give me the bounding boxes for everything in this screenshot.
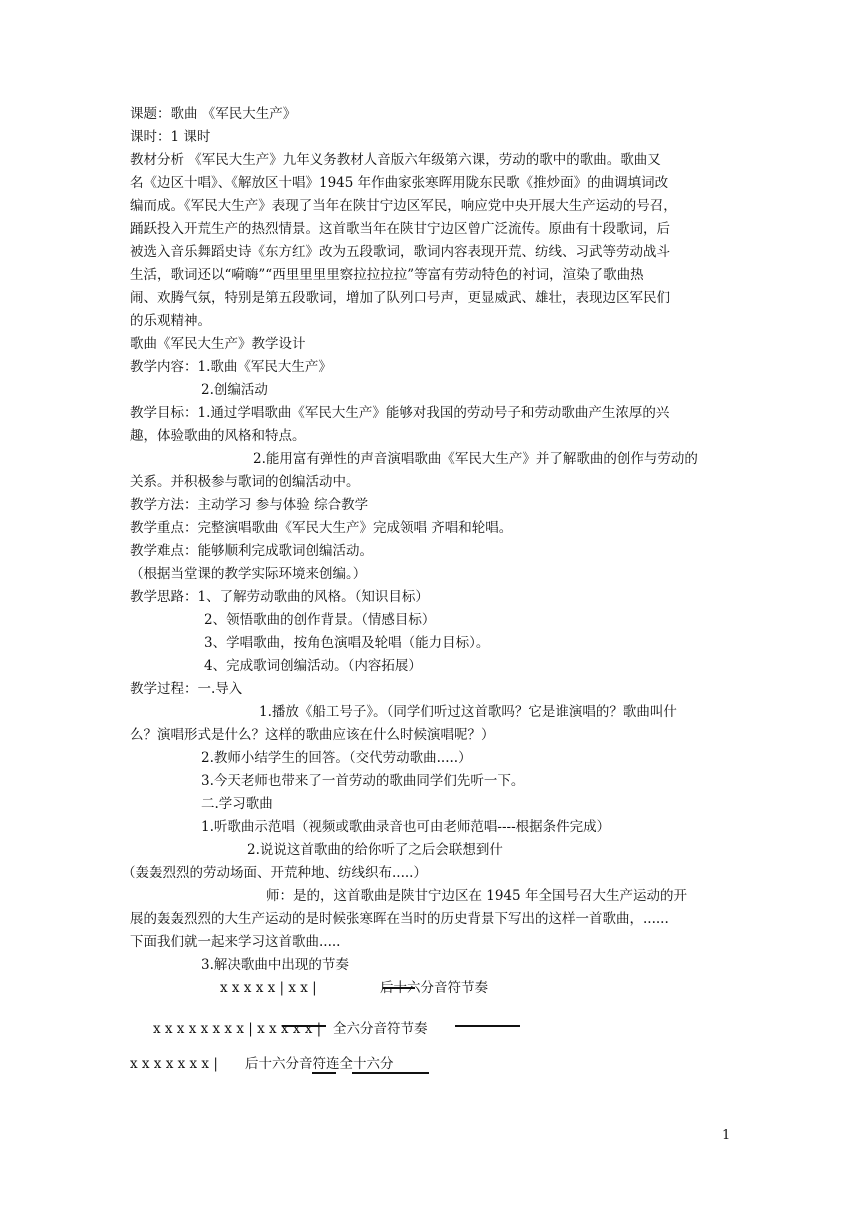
text-line: 2.教师小结学生的回答。（交代劳动歌曲.....） [201, 750, 472, 766]
text-line: 么？演唱形式是什么？这样的歌曲应该在什么时候演唱呢？） [130, 727, 495, 743]
section-heading: 歌曲《军民大生产》教学设计 [130, 336, 306, 352]
rhythm-notes-3: x x x x x x x | [130, 1056, 218, 1072]
text-line: 关系。并积极参与歌词的创编活动中。 [130, 474, 360, 490]
text-line: 教学目标：1.通过学唱歌曲《军民大生产》能够对我国的劳动号子和劳动歌曲产生浓厚的兴 [130, 405, 670, 421]
text-line: 被选入音乐舞蹈史诗《东方红》改为五段歌词，歌词内容表现开荒、纺线、习武等劳动战斗 [130, 244, 670, 260]
text-line: 2、领悟歌曲的创作背景。（情感目标） [204, 612, 436, 628]
text-line: 名《边区十唱》、《解放区十唱》1945 年作曲家张寒晖用陇东民歌《推炒面》的曲调填词改 [130, 175, 669, 191]
text-line: 教学重点：完整演唱歌曲《军民大生产》完成领唱 齐唱和轮唱。 [130, 520, 513, 536]
text-line: 教材分析 《军民大生产》九年义务教材人音版六年级第六课，劳动的歌中的歌曲。歌曲又 [130, 152, 661, 168]
underline-mark [383, 987, 415, 989]
text-line: 闹、欢腾气氛，特别是第五段歌词，增加了队列口号声，更显威武、雄壮，表现边区军民们 [130, 290, 670, 306]
text-line: （根据当堂课的教学实际环境来创编。） [130, 566, 367, 582]
text-line: 2.创编活动 [201, 382, 268, 398]
text-line: 2.说说这首歌曲的给你听了之后会联想到什 [247, 842, 503, 858]
text-line: 踊跃投入开荒生产的热烈情景。这首歌当年在陕甘宁边区曾广泛流传。原曲有十段歌词，后 [130, 221, 670, 237]
text-line: 展的轰轰烈烈的大生产运动的是时候张寒晖在当时的历史背景下写出的这样一首歌曲，...... [130, 911, 669, 927]
text-line: 1.听歌曲示范唱（视频或歌曲录音也可由老师范唱----根据条件完成） [201, 819, 611, 835]
text-line: 4、完成歌词创编活动。（内容拓展） [204, 658, 422, 674]
underline-mark [455, 1025, 520, 1027]
rhythm-label-1: 后十六分音符节奏 [380, 980, 488, 996]
text-line: 的乐观精神。 [130, 313, 211, 329]
text-line: （轰轰烈烈的劳动场面、开荒种地、纺线织布.....） [122, 865, 427, 881]
text-line: 二.学习歌曲 [201, 796, 273, 812]
text-line: 3、学唱歌曲，按角色演唱及轮唱（能力目标）。 [204, 635, 490, 651]
text-line: 教学难点：能够顺利完成歌词创编活动。 [130, 543, 373, 559]
text-line: 3.解决歌曲中出现的节奏 [201, 957, 349, 973]
page-number: 1 [722, 1128, 731, 1143]
lesson-title: 课题：歌曲 《军民大生产》 [130, 106, 297, 122]
rhythm-label-2: 全六分音符节奏 [333, 1021, 428, 1037]
text-line: 2.能用富有弹性的声音演唱歌曲《军民大生产》并了解歌曲的创作与劳动的 [253, 451, 698, 467]
underline-mark [312, 1072, 336, 1074]
text-line: 教学内容：1.歌曲《军民大生产》 [130, 359, 332, 375]
text-line: 3.今天老师也带来了一首劳动的歌曲同学们先听一下。 [201, 773, 525, 789]
text-line: 师：是的，这首歌曲是陕甘宁边区在 1945 年全国号召大生产运动的开 [266, 888, 687, 904]
text-line: 1.播放《船工号子》。（同学们听过这首歌吗？它是谁演唱的？歌曲叫什 [259, 704, 677, 720]
text-line: 下面我们就一起来学习这首歌曲..... [130, 934, 341, 950]
lesson-hours: 课时：1 课时 [130, 129, 211, 145]
rhythm-label-3: 后十六分音符连全十六分 [245, 1056, 394, 1072]
text-line: 教学过程：一.导入 [130, 681, 243, 697]
text-line: 趣，体验歌曲的风格和特点。 [130, 428, 306, 444]
underline-mark [282, 1025, 326, 1027]
text-line: 教学方法：主动学习 参与体验 综合教学 [130, 497, 369, 513]
text-line: 教学思路：1、了解劳动歌曲的风格。（知识目标） [130, 589, 429, 605]
text-line: 编而成。《军民大生产》表现了当年在陕甘宁边区军民，响应党中央开展大生产运动的号召， [130, 198, 677, 214]
rhythm-notes-2: x x x x x x x x | x x x x x | [153, 1021, 322, 1037]
underline-mark [352, 1072, 429, 1074]
text-line: 生活，歌词还以“嗬嗨”“西里里里里察拉拉拉拉”等富有劳动特色的衬词，渲染了歌曲热 [130, 267, 644, 283]
rhythm-notes-1: x x x x x | x x | [220, 980, 317, 996]
